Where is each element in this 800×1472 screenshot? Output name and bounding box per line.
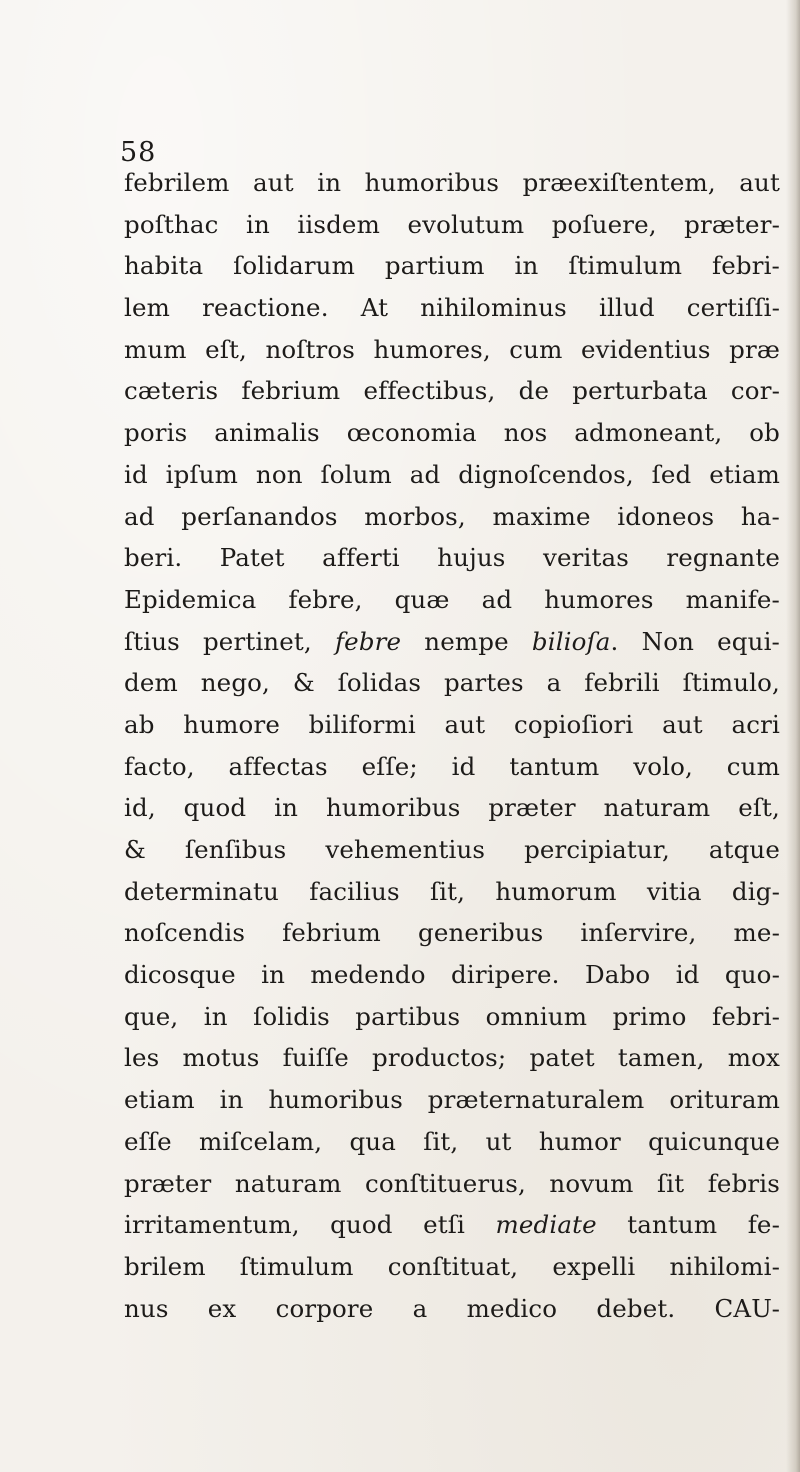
text-line: Epidemica febre, quæ ad humores manife-	[124, 584, 780, 614]
text-line: dicosque in medendo diripere. Dabo id quo-	[124, 960, 780, 990]
text-line: brilem ſtimulum conſtituat, expelli nihilomi-	[124, 1251, 780, 1281]
text-line: id ipſum non ſolum ad dignoſcendos, ſed etiam	[124, 459, 780, 489]
page-edge-shadow	[786, 0, 800, 1472]
body-text	[124, 162, 780, 1329]
text-line: dem nego, & ſolidas partes a febrili ſtimulo,	[124, 668, 780, 698]
text-line: ad perſanandos morbos, maxime idoneos ha-	[124, 501, 780, 531]
text-line: poſthac in iisdem evolutum poſuere, præter-	[124, 209, 780, 239]
text-line: cæteris febrium effectibus, de perturbata cor-	[124, 376, 780, 406]
text-line: les motus fuiſſe productos; patet tamen, mox	[124, 1043, 780, 1073]
text-line: poris animalis œconomia nos admoneant, ob	[124, 418, 780, 448]
text-line: præter naturam conſtituerus, novum ſit febris	[124, 1168, 780, 1198]
italic-term: mediate	[495, 1210, 597, 1240]
text-line: eſſe miſcelam, qua ſit, ut humor quicunque	[124, 1126, 780, 1156]
italic-term: febre	[334, 626, 402, 656]
text-line: habita ſolidarum partium in ſtimulum febri-	[124, 251, 780, 281]
text-line: que, in ſolidis partibus omnium primo febri-	[124, 1001, 780, 1031]
text-line: & ſenſibus vehementius percipiatur, atque	[124, 835, 780, 864]
text-line: febrilem aut in humoribus præexiſtentem, aut	[124, 168, 780, 197]
italic-term: bilioſa	[531, 626, 611, 656]
text-line: ab humore biliformi aut copioſiori aut acri	[124, 709, 780, 739]
text-line: nus ex corpore a medico debet. CAU-	[124, 1293, 780, 1323]
page-number: 58	[120, 137, 157, 168]
text-line: etiam in humoribus præternaturalem orituram	[124, 1085, 780, 1115]
text-line: determinatu facilius ſit, humorum vitia dig-	[124, 876, 780, 906]
text-line: beri. Patet afferti hujus veritas regnante	[124, 543, 780, 573]
text-line: id, quod in humoribus præter naturam eſt,	[124, 793, 780, 823]
text-line: facto, affectas eſſe; id tantum volo, cum	[124, 751, 780, 781]
text-line: lem reactione. At nihilominus illud certiſſi-	[124, 293, 780, 323]
text-line: ſtius pertinet, febre nempe bilioſa. Non equi-	[124, 626, 780, 656]
text-line: noſcendis febrium generibus inſervire, me-	[124, 918, 780, 948]
text-line: mum eſt, noſtros humores, cum evidentius præ	[124, 334, 780, 364]
text-line: irritamentum, quod etſi mediate tantum fe-	[124, 1210, 780, 1240]
